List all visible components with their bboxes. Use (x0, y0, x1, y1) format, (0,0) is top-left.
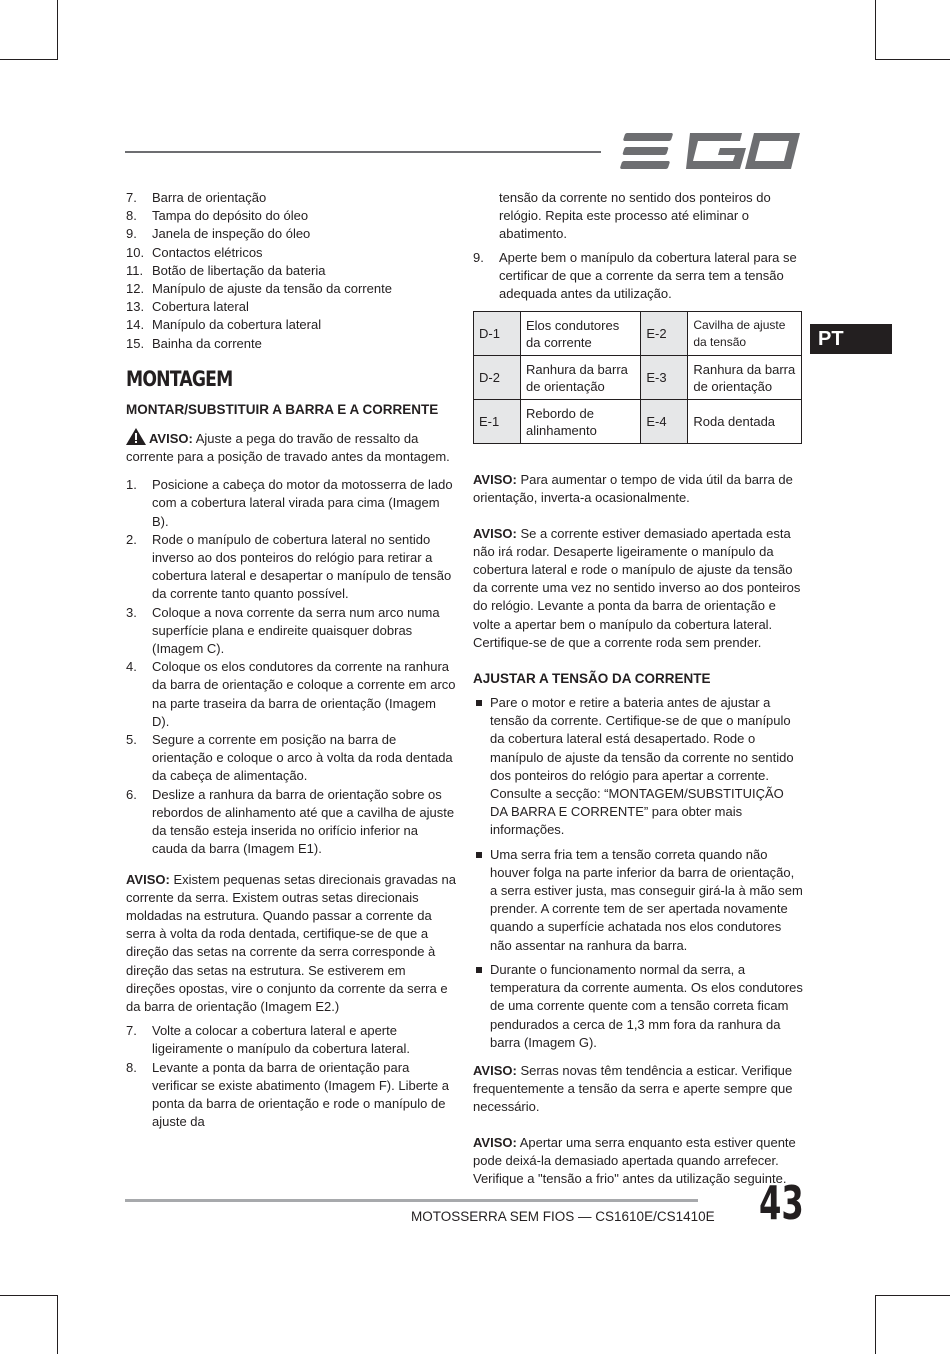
list-item: 9. Aperte bem o manípulo da cobertura lateral para se certificar de que a corrente da serra tem a tensão adequada antes da utilização. (473, 249, 797, 302)
list-item: 11. Botão de libertação da bateria (126, 262, 326, 278)
step8-continuation: tensão da corrente no sentido dos ponteiros do relógio. Repita este processo até eliminar o abatimento. (499, 190, 771, 242)
ego-logo (618, 131, 800, 171)
table-cell: D-1 (474, 312, 521, 356)
list-item: 9. Janela de inspeção do óleo (126, 226, 311, 242)
crop-mark (875, 59, 950, 60)
list-item: 3. Coloque a nova corrente da serra num arco numa superfície plana e endireite quaisquer dobras (Imagem C). (126, 604, 440, 657)
section-title: MONTAGEM (126, 366, 233, 391)
list-item: 2. Rode o manípulo de cobertura lateral no sentido inverso ao dos ponteiros do relógio para retirar a cobertura lateral e desapertar o manípulo de tensão da corrente tanto quanto possível. (126, 531, 452, 602)
list-item: 14. Manípulo da cobertura lateral (126, 317, 322, 333)
language-tab: PT (810, 324, 892, 354)
tension-title: AJUSTAR A TENSÃO DA CORRENTE (473, 671, 711, 687)
table-cell: Cavilha de ajuste da tensão (688, 312, 802, 356)
list-item: Uma serra fria tem a tensão correta quando não houver folga na parte inferior da barra de orientação, a serra estiver justa, mas conseguir girá-la à mão sem prender. A corrente tem de ser apertada novamente quando a superfície achatada nos elos condutores não assentar na ranhura da barra. (473, 846, 803, 955)
footer-rule (125, 1199, 698, 1202)
tension-bullets (473, 694, 803, 1052)
notice-hot-saw: AVISO: Apertar uma serra enquanto esta estiver quente pode deixá-la demasiado apertada quando arrefecer. Verifique a "tensão a frio" antes da utilização seguinte. (473, 1134, 796, 1186)
crop-mark (875, 0, 876, 60)
crop-mark (875, 1295, 876, 1354)
steps-list (126, 476, 456, 858)
list-item: 1. Posicione a cabeça do motor da motosserra de lado com a cobertura lateral virada para cima (Imagem B). (126, 477, 453, 529)
table-cell: Ranhura da barra de orientação (521, 356, 641, 400)
bullet-square-icon (476, 852, 482, 858)
notice-new-saws: AVISO: Serras novas têm tendência a esticar. Verifique frequentemente a tensão da serra e aperte sempre que necessário. (473, 1062, 793, 1115)
crop-mark (875, 1295, 950, 1296)
table-cell: Roda dentada (688, 400, 802, 444)
table-cell: Rebordo de alinhamento (521, 400, 641, 444)
page-number: 43 (759, 1176, 804, 1230)
table-cell: E-4 (641, 400, 688, 444)
table-row (474, 312, 802, 356)
list-item: 13. Cobertura lateral (126, 299, 249, 315)
list-item: 8. Levante a ponta da barra de orientação para verificar se existe abatimento (Imagem F). Liberte a ponta da barra de orientação e rode o manípulo de ajuste da (126, 1059, 449, 1130)
list-item: 12. Manípulo de ajuste da tensão da corrente (126, 281, 392, 297)
list-item: 6. Deslize a ranhura da barra de orientação sobre os rebordos de alinhamento até que a cavilha de ajuste da tensão esteja inserida no orifício inferior na cauda da barra (Imagem E1). (126, 786, 455, 857)
bullet-square-icon (476, 700, 482, 706)
subsection-title: MONTAR/SUBSTITUIR A BARRA E A CORRENTE (126, 401, 439, 417)
warning-triangle-icon (126, 428, 146, 445)
notice-arrows: AVISO: Existem pequenas setas direcionais gravadas na corrente da serra. Existem outras setas direcionais moldadas na estrutura. Quando passar a corrente da serra à volta da roda dentada, certifique-se de que a direção das setas na corrente da serra corresponde à direção das setas na estrutura. Se estiverem em direções opostas, vire o conjunto da corrente da serra e da barra de orientação (Imagem E2.) (126, 871, 456, 1014)
crop-mark (57, 0, 58, 60)
list-item: 15. Bainha da corrente (126, 335, 262, 351)
crop-mark (0, 59, 58, 60)
table-cell: Ranhura da barra de orientação (688, 356, 802, 400)
list-item: Pare o motor e retire a bateria antes de ajustar a tensão da corrente. Certifique-se de que o manípulo da cobertura lateral está desapertado. Rode o manípulo de ajuste da tensão da corrente no sentido dos ponteiros do relógio para apertar a corrente. Consulte a secção: “MONTAGEM/SUBSTITUIÇÃO DA BARRA E CORRENTE” para obter mais informações. (473, 694, 803, 840)
left-column (126, 189, 456, 1131)
parts-list (126, 189, 456, 353)
header-rule (125, 151, 601, 153)
list-item: 4. Coloque os elos condutores da corrente na ranhura da barra de orientação e coloque a corrente em arco na parte traseira da barra de orientação (Imagem D). (126, 659, 456, 729)
list-item: 10. Contactos elétricos (126, 244, 263, 260)
table-cell: E-3 (641, 356, 688, 400)
list-item: 7. Volte a colocar a cobertura lateral e aperte ligeiramente o manípulo da cobertura lateral. (126, 1023, 410, 1057)
notice-invert: AVISO: Para aumentar o tempo de vida útil da barra de orientação, inverta-a ocasionalmente. (473, 472, 793, 506)
steps-list-end (473, 249, 803, 304)
list-item: 5. Segure a corrente em posição na barra de orientação e coloque o arco à volta da roda dentada da cabeça de alimentação. (126, 732, 453, 784)
notice-tight: AVISO: Se a corrente estiver demasiado apertada esta não irá rodar. Desaperte ligeiramente o manípulo da cobertura lateral e rode o manípulo de ajuste da tensão da corrente uma vez no sentido inverso ao dos ponteiros do relógio. Levante a ponta da barra de orientação e volte a apertar bem o manípulo da cobertura lateral. Certifique-se de que a corrente roda sem prender. (473, 525, 801, 650)
right-column (473, 189, 803, 1194)
table-cell: E-1 (474, 400, 521, 444)
footer-text: MOTOSSERRA SEM FIOS — CS1610E/CS1410E (411, 1209, 715, 1224)
table-row (474, 400, 802, 444)
warning-notice: AVISO: Ajuste a pega do travão de ressalto da corrente para a posição de travado antes da montagem. (126, 428, 456, 466)
table-cell: D-2 (474, 356, 521, 400)
parts-table (473, 311, 802, 444)
table-cell: Elos condutores da corrente (521, 312, 641, 356)
crop-mark (0, 1295, 58, 1296)
crop-mark (57, 1295, 58, 1354)
list-item: 7. Barra de orientação (126, 190, 267, 205)
list-item: 8. Tampa do depósito do óleo (126, 208, 309, 224)
steps-list-continued (126, 1022, 456, 1131)
table-row (474, 356, 802, 400)
table-cell: E-2 (641, 312, 688, 356)
list-item: Durante o funcionamento normal da serra, a temperatura da corrente aumenta. Os elos condutores de uma corrente quente com a tensão correta ficam pendurados a cerca de 1,3 mm fora da ranhura da barra (Imagem G). (473, 961, 803, 1052)
bullet-square-icon (476, 967, 482, 973)
